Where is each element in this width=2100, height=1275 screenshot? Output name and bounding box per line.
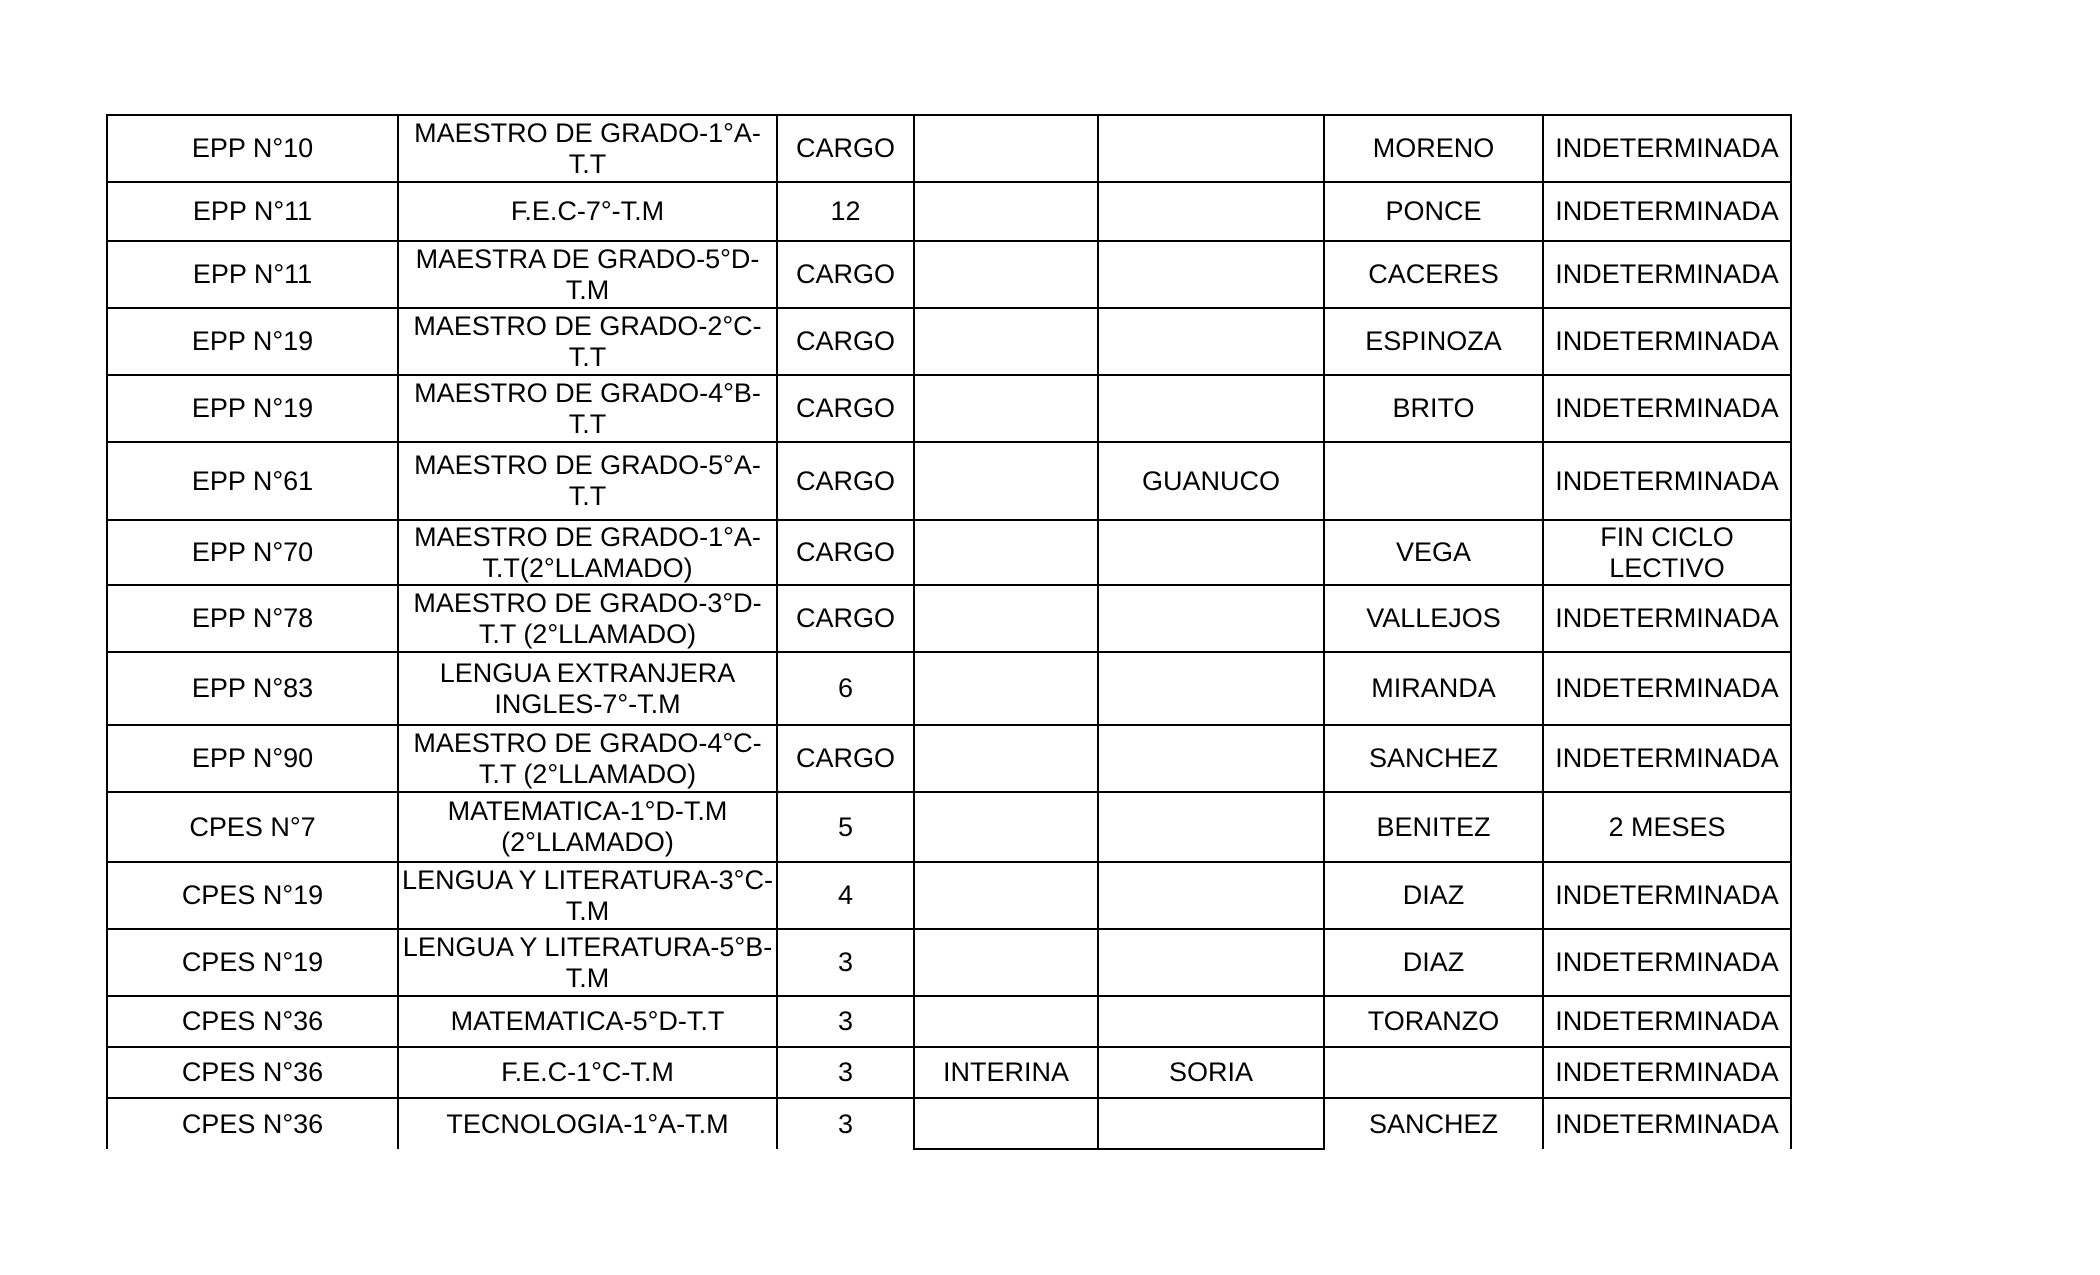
- assigned-cell: [1098, 308, 1324, 375]
- duration-cell: INDETERMINADA: [1543, 182, 1791, 241]
- assigned-cell: [1098, 929, 1324, 996]
- hours-cell: CARGO: [777, 442, 914, 520]
- position-cell: MAESTRO DE GRADO-1°A-T.T: [398, 115, 777, 182]
- assigned-cell: [1098, 520, 1324, 585]
- position-cell: MAESTRA DE GRADO-5°D-T.M: [398, 241, 777, 308]
- status-cell: [914, 1098, 1098, 1149]
- duration-cell: 2 MESES: [1543, 792, 1791, 862]
- table-row: [107, 375, 1791, 442]
- status-cell: [914, 996, 1098, 1047]
- hours-cell: 3: [777, 1047, 914, 1098]
- hours-cell: CARGO: [777, 725, 914, 792]
- duration-cell: INDETERMINADA: [1543, 862, 1791, 929]
- assigned-cell: GUANUCO: [1098, 442, 1324, 520]
- name-cell: TORANZO: [1324, 996, 1543, 1047]
- status-cell: [914, 308, 1098, 375]
- assigned-cell: [1098, 652, 1324, 725]
- school-cell: EPP N°11: [107, 241, 398, 308]
- hours-cell: CARGO: [777, 585, 914, 652]
- hours-cell: CARGO: [777, 308, 914, 375]
- assigned-cell: [1098, 182, 1324, 241]
- table-row: [107, 182, 1791, 241]
- position-cell: LENGUA Y LITERATURA-5°B-T.M: [398, 929, 777, 996]
- position-cell: LENGUA Y LITERATURA-3°C-T.M: [398, 862, 777, 929]
- status-cell: [914, 182, 1098, 241]
- school-cell: CPES N°19: [107, 929, 398, 996]
- name-cell: [1324, 1047, 1543, 1098]
- duration-cell: INDETERMINADA: [1543, 241, 1791, 308]
- assigned-cell: SORIA: [1098, 1047, 1324, 1098]
- status-cell: INTERINA: [914, 1047, 1098, 1098]
- status-cell: [914, 652, 1098, 725]
- hours-cell: 3: [777, 996, 914, 1047]
- assigned-cell: [1098, 585, 1324, 652]
- position-cell: MAESTRO DE GRADO-4°C-T.T (2°LLAMADO): [398, 725, 777, 792]
- school-cell: EPP N°11: [107, 182, 398, 241]
- duration-cell: INDETERMINADA: [1543, 115, 1791, 182]
- position-cell: MAESTRO DE GRADO-1°A-T.T(2°LLAMADO): [398, 520, 777, 585]
- hours-cell: 12: [777, 182, 914, 241]
- status-cell: [914, 862, 1098, 929]
- table-row: [107, 725, 1791, 792]
- table-row: [107, 585, 1791, 652]
- hours-cell: CARGO: [777, 375, 914, 442]
- school-cell: CPES N°36: [107, 1047, 398, 1098]
- duration-cell: INDETERMINADA: [1543, 1098, 1791, 1149]
- status-cell: [914, 725, 1098, 792]
- position-cell: MAESTRO DE GRADO-5°A-T.T: [398, 442, 777, 520]
- duration-cell: INDETERMINADA: [1543, 585, 1791, 652]
- status-cell: [914, 115, 1098, 182]
- status-cell: [914, 241, 1098, 308]
- assigned-cell: [1098, 375, 1324, 442]
- assigned-cell: [1098, 996, 1324, 1047]
- school-cell: EPP N°78: [107, 585, 398, 652]
- status-cell: [914, 520, 1098, 585]
- name-cell: BENITEZ: [1324, 792, 1543, 862]
- name-cell: VEGA: [1324, 520, 1543, 585]
- table-row: [107, 308, 1791, 375]
- hours-cell: 4: [777, 862, 914, 929]
- duration-cell: INDETERMINADA: [1543, 725, 1791, 792]
- school-cell: CPES N°36: [107, 1098, 398, 1149]
- name-cell: BRITO: [1324, 375, 1543, 442]
- position-cell: LENGUA EXTRANJERA INGLES-7°-T.M: [398, 652, 777, 725]
- status-cell: [914, 792, 1098, 862]
- table-row: [107, 929, 1791, 996]
- table-row: [107, 862, 1791, 929]
- status-cell: [914, 442, 1098, 520]
- school-cell: EPP N°90: [107, 725, 398, 792]
- assigned-cell: [1098, 1098, 1324, 1149]
- name-cell: VALLEJOS: [1324, 585, 1543, 652]
- duration-cell: INDETERMINADA: [1543, 442, 1791, 520]
- school-cell: EPP N°19: [107, 375, 398, 442]
- hours-cell: CARGO: [777, 520, 914, 585]
- table-row: [107, 115, 1791, 182]
- table-row: [107, 1047, 1791, 1098]
- hours-cell: 3: [777, 929, 914, 996]
- status-cell: [914, 375, 1098, 442]
- position-cell: TECNOLOGIA-1°A-T.M: [398, 1098, 777, 1149]
- hours-cell: CARGO: [777, 115, 914, 182]
- hours-cell: CARGO: [777, 241, 914, 308]
- assigned-cell: [1098, 241, 1324, 308]
- school-cell: EPP N°61: [107, 442, 398, 520]
- school-cell: EPP N°70: [107, 520, 398, 585]
- duration-cell: INDETERMINADA: [1543, 996, 1791, 1047]
- table-row: [107, 520, 1791, 585]
- duration-cell: INDETERMINADA: [1543, 652, 1791, 725]
- hours-cell: 6: [777, 652, 914, 725]
- name-cell: SANCHEZ: [1324, 725, 1543, 792]
- assignments-table: [106, 114, 1792, 1150]
- table-row: [107, 1098, 1791, 1149]
- name-cell: DIAZ: [1324, 929, 1543, 996]
- name-cell: PONCE: [1324, 182, 1543, 241]
- position-cell: MAESTRO DE GRADO-2°C-T.T: [398, 308, 777, 375]
- position-cell: MATEMATICA-5°D-T.T: [398, 996, 777, 1047]
- table-row: [107, 792, 1791, 862]
- status-cell: [914, 929, 1098, 996]
- school-cell: CPES N°36: [107, 996, 398, 1047]
- table-row: [107, 442, 1791, 520]
- table-row: [107, 241, 1791, 308]
- table-row: [107, 652, 1791, 725]
- position-cell: F.E.C-1°C-T.M: [398, 1047, 777, 1098]
- school-cell: CPES N°19: [107, 862, 398, 929]
- position-cell: F.E.C-7°-T.M: [398, 182, 777, 241]
- duration-cell: INDETERMINADA: [1543, 308, 1791, 375]
- position-cell: MAESTRO DE GRADO-3°D-T.T (2°LLAMADO): [398, 585, 777, 652]
- school-cell: CPES N°7: [107, 792, 398, 862]
- school-cell: EPP N°10: [107, 115, 398, 182]
- assigned-cell: [1098, 725, 1324, 792]
- duration-cell: INDETERMINADA: [1543, 375, 1791, 442]
- table-row: [107, 996, 1791, 1047]
- table-body: [107, 115, 1791, 1149]
- name-cell: MIRANDA: [1324, 652, 1543, 725]
- hours-cell: 3: [777, 1098, 914, 1149]
- assigned-cell: [1098, 115, 1324, 182]
- name-cell: SANCHEZ: [1324, 1098, 1543, 1149]
- duration-cell: FIN CICLO LECTIVO: [1543, 520, 1791, 585]
- name-cell: DIAZ: [1324, 862, 1543, 929]
- name-cell: ESPINOZA: [1324, 308, 1543, 375]
- assigned-cell: [1098, 792, 1324, 862]
- name-cell: CACERES: [1324, 241, 1543, 308]
- school-cell: EPP N°83: [107, 652, 398, 725]
- duration-cell: INDETERMINADA: [1543, 929, 1791, 996]
- duration-cell: INDETERMINADA: [1543, 1047, 1791, 1098]
- name-cell: MORENO: [1324, 115, 1543, 182]
- status-cell: [914, 585, 1098, 652]
- name-cell: [1324, 442, 1543, 520]
- position-cell: MAESTRO DE GRADO-4°B-T.T: [398, 375, 777, 442]
- school-cell: EPP N°19: [107, 308, 398, 375]
- position-cell: MATEMATICA-1°D-T.M (2°LLAMADO): [398, 792, 777, 862]
- hours-cell: 5: [777, 792, 914, 862]
- assigned-cell: [1098, 862, 1324, 929]
